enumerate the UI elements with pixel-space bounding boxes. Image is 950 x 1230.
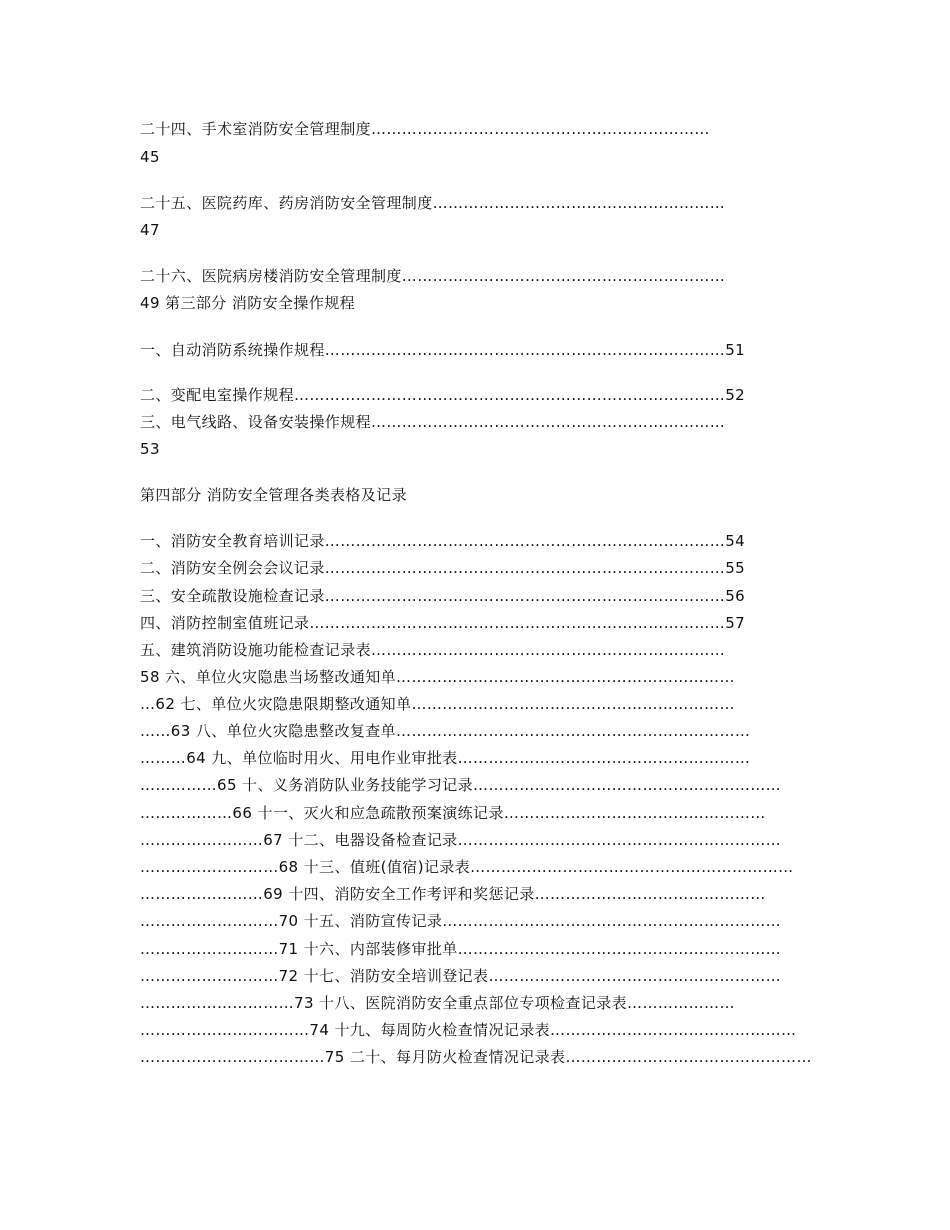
toc-line: ………………66 十一、灭火和应急疏散预案演练记录…………………………………………… — [140, 804, 766, 822]
toc-line: ……………………67 十二、电器设备检查记录……………………………………………………… — [140, 831, 782, 849]
toc-line: ……………………69 十四、消防安全工作考评和奖惩记录……………………………………… — [140, 885, 766, 903]
toc-line: ………………………68 十三、值班(值宿)记录表……………………………………………………… — [140, 858, 794, 876]
toc-line: ……63 八、单位火灾隐患整改复查单…………………………………………………………… — [140, 722, 751, 740]
toc-line: ……………………………74 十九、每周防火检查情况记录表………………………………………… — [140, 1021, 797, 1039]
toc-line: 二十五、医院药库、药房消防安全管理制度………………………………………………… — [140, 194, 726, 212]
toc-line: 一、自动消防系统操作规程……………………………………………………………………51 — [140, 341, 746, 359]
toc-line: 三、电气线路、设备安装操作规程…………………………………………………………… — [140, 413, 726, 431]
toc-line: ……………65 十、义务消防队业务技能学习记录…………………………………………………… — [140, 776, 782, 794]
toc-line: 45 — [140, 148, 160, 166]
toc-line: ………………………………75 二十、每月防火检查情况记录表………………………………………… — [140, 1048, 812, 1066]
toc-line: …………………………73 十八、医院消防安全重点部位专项检查记录表………………… — [140, 994, 735, 1012]
toc-line: 五、建筑消防设施功能检查记录表…………………………………………………………… — [140, 641, 726, 659]
toc-line: …62 七、单位火灾隐患限期整改通知单……………………………………………………… — [140, 695, 735, 713]
toc-line: ………………………71 十六、内部装修审批单……………………………………………………… — [140, 940, 782, 958]
toc-line: ………………………72 十七、消防安全培训登记表………………………………………………… — [140, 967, 782, 985]
toc-line: 二十六、医院病房楼消防安全管理制度……………………………………………………… — [140, 267, 726, 285]
toc-line: 47 — [140, 221, 160, 239]
toc-line: ………64 九、单位临时用火、用电作业审批表………………………………………………… — [140, 749, 751, 767]
toc-line: 三、安全疏散设施检查记录……………………………………………………………………56 — [140, 587, 746, 605]
toc-line: ………………………70 十五、消防宣传记录………………………………………………………… — [140, 912, 782, 930]
toc-line: 二十四、手术室消防安全管理制度………………………………………………………… — [140, 120, 710, 138]
toc-line: 二、变配电室操作规程…………………………………………………………………………52 — [140, 386, 746, 404]
toc-line: 一、消防安全教育培训记录……………………………………………………………………54 — [140, 532, 746, 550]
toc-line: 49 第三部分 消防安全操作规程 — [140, 294, 356, 312]
toc-line: 53 — [140, 440, 160, 458]
toc-line: 58 六、单位火灾隐患当场整改通知单………………………………………………………… — [140, 668, 735, 686]
toc-line: 二、消防安全例会会议记录……………………………………………………………………55 — [140, 559, 746, 577]
toc-line: 四、消防控制室值班记录………………………………………………………………………57 — [140, 614, 746, 632]
section-heading: 第四部分 消防安全管理各类表格及记录 — [140, 486, 407, 504]
